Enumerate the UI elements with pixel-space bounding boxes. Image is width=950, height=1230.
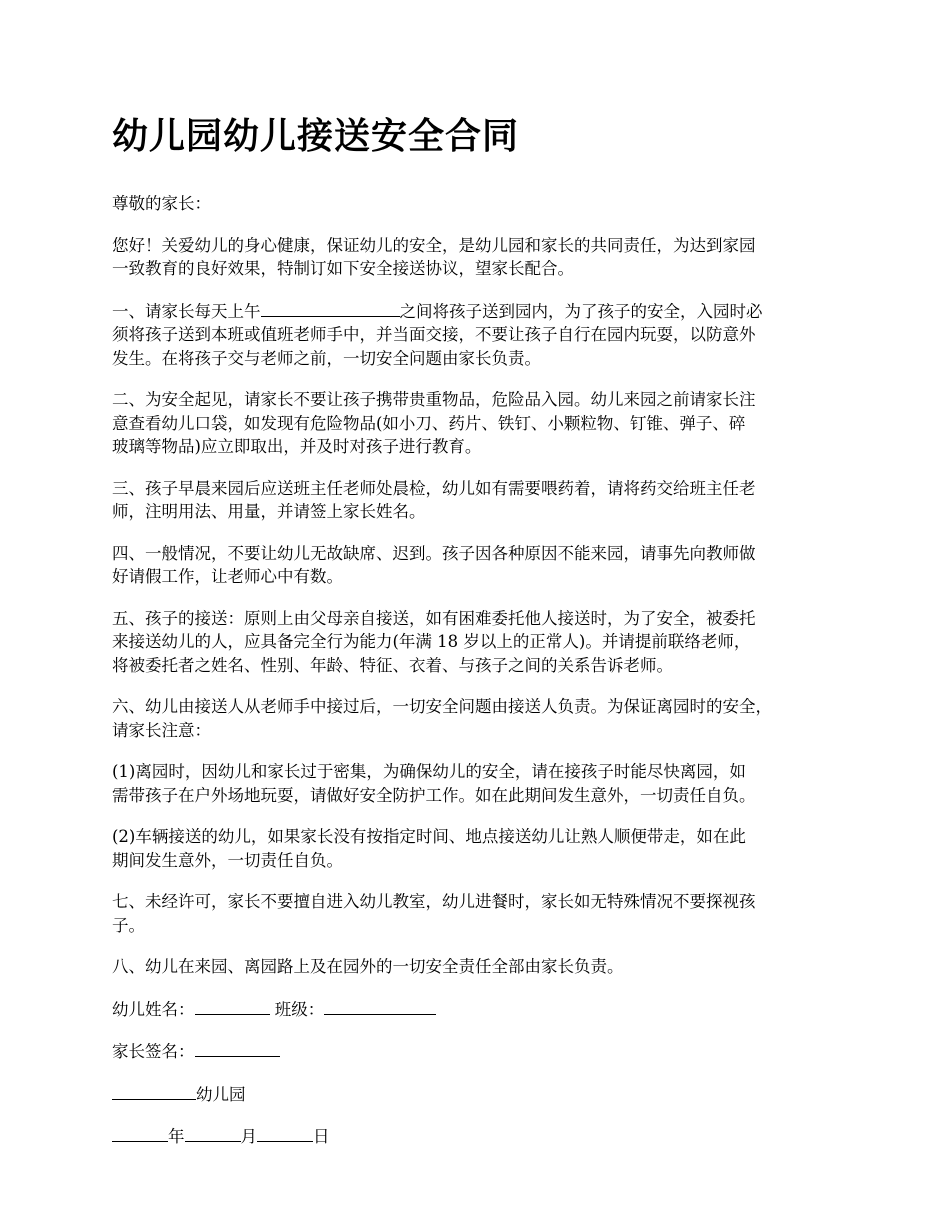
- intro-line-2: 一致教育的良好效果，特制订如下安全接送协议，望家长配合。: [112, 259, 574, 278]
- clause-7-line-2: 子。: [112, 915, 145, 935]
- kindergarten-row: [112, 1082, 842, 1107]
- clause-1: [112, 299, 842, 371]
- child-info-row: [112, 997, 842, 1022]
- clause-3-line-1: 三、孩子早晨来园后应送班主任老师处晨检，幼儿如有需要喂药着，请将药交给班主任老: [112, 478, 756, 498]
- year-label: 年: [168, 1127, 185, 1146]
- clause-2-line-2: 意查看幼儿口袋，如发现有危险物品(如小刀、药片、铁钉、小颗粒物、钉锥、弹子、碎: [112, 413, 746, 433]
- clause-5-line-2: 来接送幼儿的人，应具备完全行为能力(年满 18 岁以上的正常人)。并请提前联络老师，: [112, 632, 751, 651]
- class-field[interactable]: [324, 997, 436, 1015]
- clause-4-line-1: 四、一般情况，不要让幼儿无故缺席、迟到。孩子因各种原因不能来园，请事先向教师做: [112, 543, 756, 563]
- year-field[interactable]: [112, 1124, 168, 1142]
- month-field[interactable]: [185, 1124, 241, 1142]
- day-field[interactable]: [257, 1124, 313, 1142]
- clause-7: [112, 890, 842, 937]
- clause-4: [112, 542, 842, 589]
- document-page: [112, 112, 842, 1167]
- note-2-line-1: (2)车辆接送的幼儿，如果家长没有按指定时间、地点接送幼儿让熟人顺便带走，如在此: [112, 827, 746, 846]
- clause-1-text-a: 一、请家长每天上午: [112, 301, 261, 321]
- clause-6: [112, 695, 842, 742]
- intro-paragraph: [112, 234, 842, 281]
- parent-sign-field[interactable]: [195, 1039, 280, 1057]
- clause-1-line-2: 须将孩子送到本班或值班老师手中，并当面交接，不要让孩子自行在园内玩耍，以防意外: [112, 325, 756, 344]
- time-blank[interactable]: [261, 299, 400, 317]
- clause-5-line-1: 五、孩子的接送：原则上由父母亲自接送，如有困难委托他人接送时，为了安全，被委托: [112, 608, 756, 628]
- clause-8: [112, 955, 842, 979]
- clause-7-line-1: 七、未经许可，家长不要擅自进入幼儿教室，幼儿进餐时，家长如无特殊情况不要探视孩: [112, 892, 756, 911]
- month-label: 月: [240, 1127, 257, 1146]
- clause-1-line-1: [112, 299, 842, 324]
- clause-1-line-3: 发生。在将孩子交与老师之前，一切安全问题由家长负责。: [112, 348, 541, 368]
- clause-5-line-3: 将被委托者之姓名、性别、年龄、特征、衣着、与孩子之间的关系告诉老师。: [112, 655, 673, 675]
- clause-1-text-b: 之间将孩子送到园内，为了孩子的安全，入园时必: [399, 301, 763, 321]
- intro-line-1: 您好！关爱幼儿的身心健康，保证幼儿的安全，是幼儿园和家长的共同责任，为达到家园: [112, 235, 756, 255]
- clause-6-line-1: 六、幼儿由接送人从老师手中接过后，一切安全问题由接送人负责。为保证离园时的安全，: [112, 697, 772, 716]
- parent-sign-label: 家长签名：: [112, 1042, 195, 1061]
- note-2: [112, 825, 842, 872]
- note-1-line-1: (1)离园时，因幼儿和家长过于密集，为确保幼儿的安全，请在接孩子时能尽快离园，如: [112, 762, 746, 781]
- greeting: 尊敬的家长：: [112, 194, 211, 213]
- kindergarten-label: 幼儿园: [196, 1084, 246, 1104]
- date-row: [112, 1124, 842, 1149]
- parent-sign-row: [112, 1039, 842, 1064]
- clause-3: [112, 477, 842, 524]
- day-label: 日: [313, 1127, 330, 1146]
- note-2-line-2: 期间发生意外，一切责任自负。: [112, 850, 343, 870]
- note-1-line-2: 需带孩子在户外场地玩耍，请做好安全防护工作。如在此期间发生意外，一切责任自负。: [112, 785, 756, 805]
- clause-2: [112, 388, 842, 459]
- clause-8-line-1: 八、幼儿在来园、离园路上及在园外的一切安全责任全部由家长负责。: [112, 957, 624, 976]
- clause-2-line-1: 二、为安全起见，请家长不要让孩子携带贵重物品，危险品入园。幼儿来园之前请家长注: [112, 390, 756, 409]
- note-1: [112, 760, 842, 807]
- clause-3-line-2: 师，注明用法、用量，并请签上家长姓名。: [112, 502, 426, 521]
- clause-4-line-2: 好请假工作，让老师心中有数。: [112, 567, 343, 586]
- child-name-field[interactable]: [195, 997, 270, 1015]
- clause-5: [112, 607, 842, 678]
- class-label: 班级：: [274, 999, 325, 1019]
- child-name-label: 幼儿姓名：: [112, 999, 195, 1019]
- document-title: 幼儿园幼儿接送安全合同: [112, 115, 520, 157]
- kindergarten-name-field[interactable]: [112, 1082, 196, 1100]
- clause-6-line-2: 请家长注意：: [112, 720, 211, 740]
- clause-2-line-3: 玻璃等物品)应立即取出，并及时对孩子进行教育。: [112, 437, 482, 456]
